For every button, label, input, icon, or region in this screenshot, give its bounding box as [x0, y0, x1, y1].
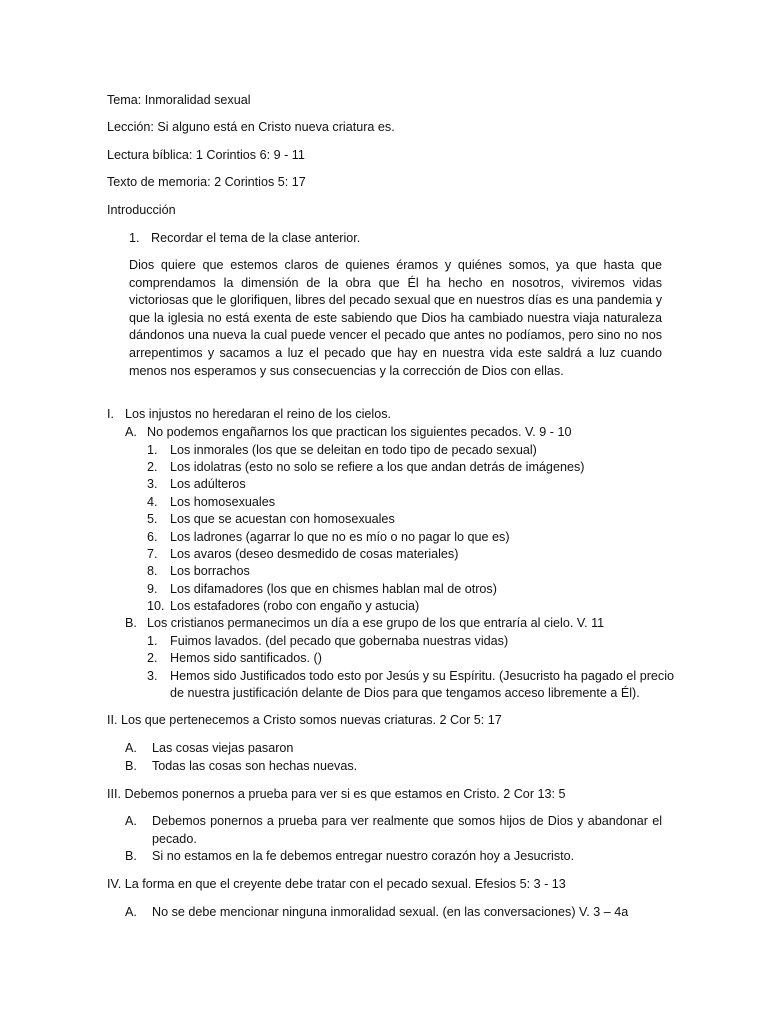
list-item-text: Hemos sido Justificados todo esto por Jesús y su Espíritu. (Jesucristo ha pagado el precio: [170, 669, 675, 683]
list-item-number: 7.: [147, 547, 158, 561]
list-item-number: 10.: [147, 599, 165, 613]
list-item-number: 6.: [147, 530, 158, 544]
list-item: [147, 668, 674, 686]
list-item-number: 9.: [147, 582, 158, 596]
list-item: [147, 563, 250, 581]
intro-item-text: Recordar el tema de la clase anterior.: [151, 231, 361, 245]
item-text: No se debe mencionar ninguna inmoralidad sexual. (en las conversaciones) V. 3 – 4a: [152, 905, 629, 919]
item-b-text: Los cristianos permanecimos un día a ese grupo de los que entraría al cielo. V. 11: [147, 616, 605, 630]
list-item: [147, 650, 322, 668]
list-item-number: 8.: [147, 564, 158, 578]
list-item: [147, 476, 246, 494]
list-item-text: Los estafadores (robo con engaño y astucia): [170, 599, 420, 613]
section-2-item-a: [125, 740, 293, 758]
list-item-number: 3.: [147, 669, 158, 683]
section-3-title: III. Debemos ponernos a prueba para ver si es que estamos en Cristo. 2 Cor 13: 5: [107, 787, 566, 801]
item-letter: B.: [125, 849, 137, 863]
item-text: Debemos ponernos a prueba para ver realmente que somos hijos de Dios y abandonar el pecado.: [152, 814, 662, 846]
list-item-number: 1.: [147, 443, 158, 457]
list-item-continuation: de nuestra justificación delante de Dios para que tengamos acceso libremente a Él).: [170, 686, 640, 700]
list-item-text: Fuimos lavados. (del pecado que gobernaba nuestras vidas): [170, 634, 509, 648]
introduccion-heading: Introducción: [107, 203, 176, 217]
lectura-line: Lectura bíblica: 1 Corintios 6: 9 - 11: [107, 148, 305, 162]
list-item-text: Los borrachos: [170, 564, 250, 578]
section-2-item-b: [125, 758, 357, 776]
section-3-item-b: [125, 848, 574, 866]
list-item-number: 3.: [147, 477, 158, 491]
list-item-text: Los inmorales (los que se deleitan en todo tipo de pecado sexual): [170, 443, 537, 457]
list-item-text: Los ladrones (agarrar lo que no es mío o no pagar lo que es): [170, 530, 510, 544]
section-1-title-text: Los injustos no heredaran el reino de los cielos.: [125, 407, 392, 421]
list-item-text: Los idolatras (esto no solo se refiere a los que andan detrás de imágenes): [170, 460, 585, 474]
list-item-text: Los que se acuestan con homosexuales: [170, 512, 395, 526]
list-item: [147, 494, 275, 512]
list-item-number: 4.: [147, 495, 158, 509]
item-b-letter: B.: [125, 616, 137, 630]
item-letter: A.: [125, 741, 137, 755]
list-item-number: 1.: [147, 634, 158, 648]
list-item-number: 2.: [147, 651, 158, 665]
list-item: [147, 546, 458, 564]
section-1-item-b: [125, 615, 604, 633]
section-3-item-a: [125, 813, 662, 848]
section-1-item-a: [125, 424, 572, 442]
item-letter: B.: [125, 759, 137, 773]
list-item-text: Hemos sido santificados. (): [170, 651, 322, 665]
item-text: Si no estamos en la fe debemos entregar nuestro corazón hoy a Jesucristo.: [152, 849, 575, 863]
list-item: [147, 459, 584, 477]
section-1-number: I.: [107, 407, 114, 421]
item-letter: A.: [125, 905, 137, 919]
section-2-title: II. Los que pertenecemos a Cristo somos nuevas criaturas. 2 Cor 5: 17: [107, 713, 502, 727]
list-item-text: Los adúlteros: [170, 477, 246, 491]
list-item: [147, 442, 537, 460]
list-item: [147, 511, 395, 529]
intro-item: [129, 230, 360, 248]
list-item-text: Los avaros (deseo desmedido de cosas materiales): [170, 547, 459, 561]
list-item-text: Los difamadores (los que en chismes hablan mal de otros): [170, 582, 497, 596]
item-a-text: No podemos engañarnos los que practican los siguientes pecados. V. 9 - 10: [147, 425, 572, 439]
intro-paragraph: Dios quiere que estemos claros de quienes éramos y quiénes somos, ya que hasta que comprendamos la dimensión de la obra que Él ha hecho en nosotros, viviremos vidas victoriosas que le glorifiquen, libres del pecado sexual que en nuestros días es una pandemia y que la iglesia no está exenta de este sabiendo que Dios ha cambiado nuestra viaja naturaleza dándonos una nueva la cual puede vencer el pecado que antes no podíamos, pero sino no nos arrepentimos y sacamos a luz el pecado que hay en nuestra vida este saldrá a luz cuando menos nos esperamos y sus consecuencias y la corrección de Dios con ellas.: [129, 258, 662, 378]
list-item-number: 5.: [147, 512, 158, 526]
list-item: [147, 633, 508, 651]
item-text: Todas las cosas son hechas nuevas.: [152, 759, 358, 773]
item-a-letter: A.: [125, 425, 137, 439]
list-item: [147, 598, 419, 616]
list-item-text: Los homosexuales: [170, 495, 276, 509]
item-text: Las cosas viejas pasaron: [152, 741, 294, 755]
leccion-line: Lección: Si alguno está en Cristo nueva criatura es.: [107, 120, 395, 134]
list-item-number: 2.: [147, 460, 158, 474]
section-4-title: IV. La forma en que el creyente debe tratar con el pecado sexual. Efesios 5: 3 - 13: [107, 877, 566, 891]
list-item: [147, 581, 497, 599]
texto-memoria-line: Texto de memoria: 2 Corintios 5: 17: [107, 175, 306, 189]
tema-line: Tema: Inmoralidad sexual: [107, 93, 251, 107]
list-item: [147, 529, 510, 547]
item-letter: A.: [125, 814, 137, 828]
section-1-title: [107, 406, 391, 424]
section-4-item-a: [125, 904, 628, 922]
intro-item-number: 1.: [129, 231, 140, 245]
